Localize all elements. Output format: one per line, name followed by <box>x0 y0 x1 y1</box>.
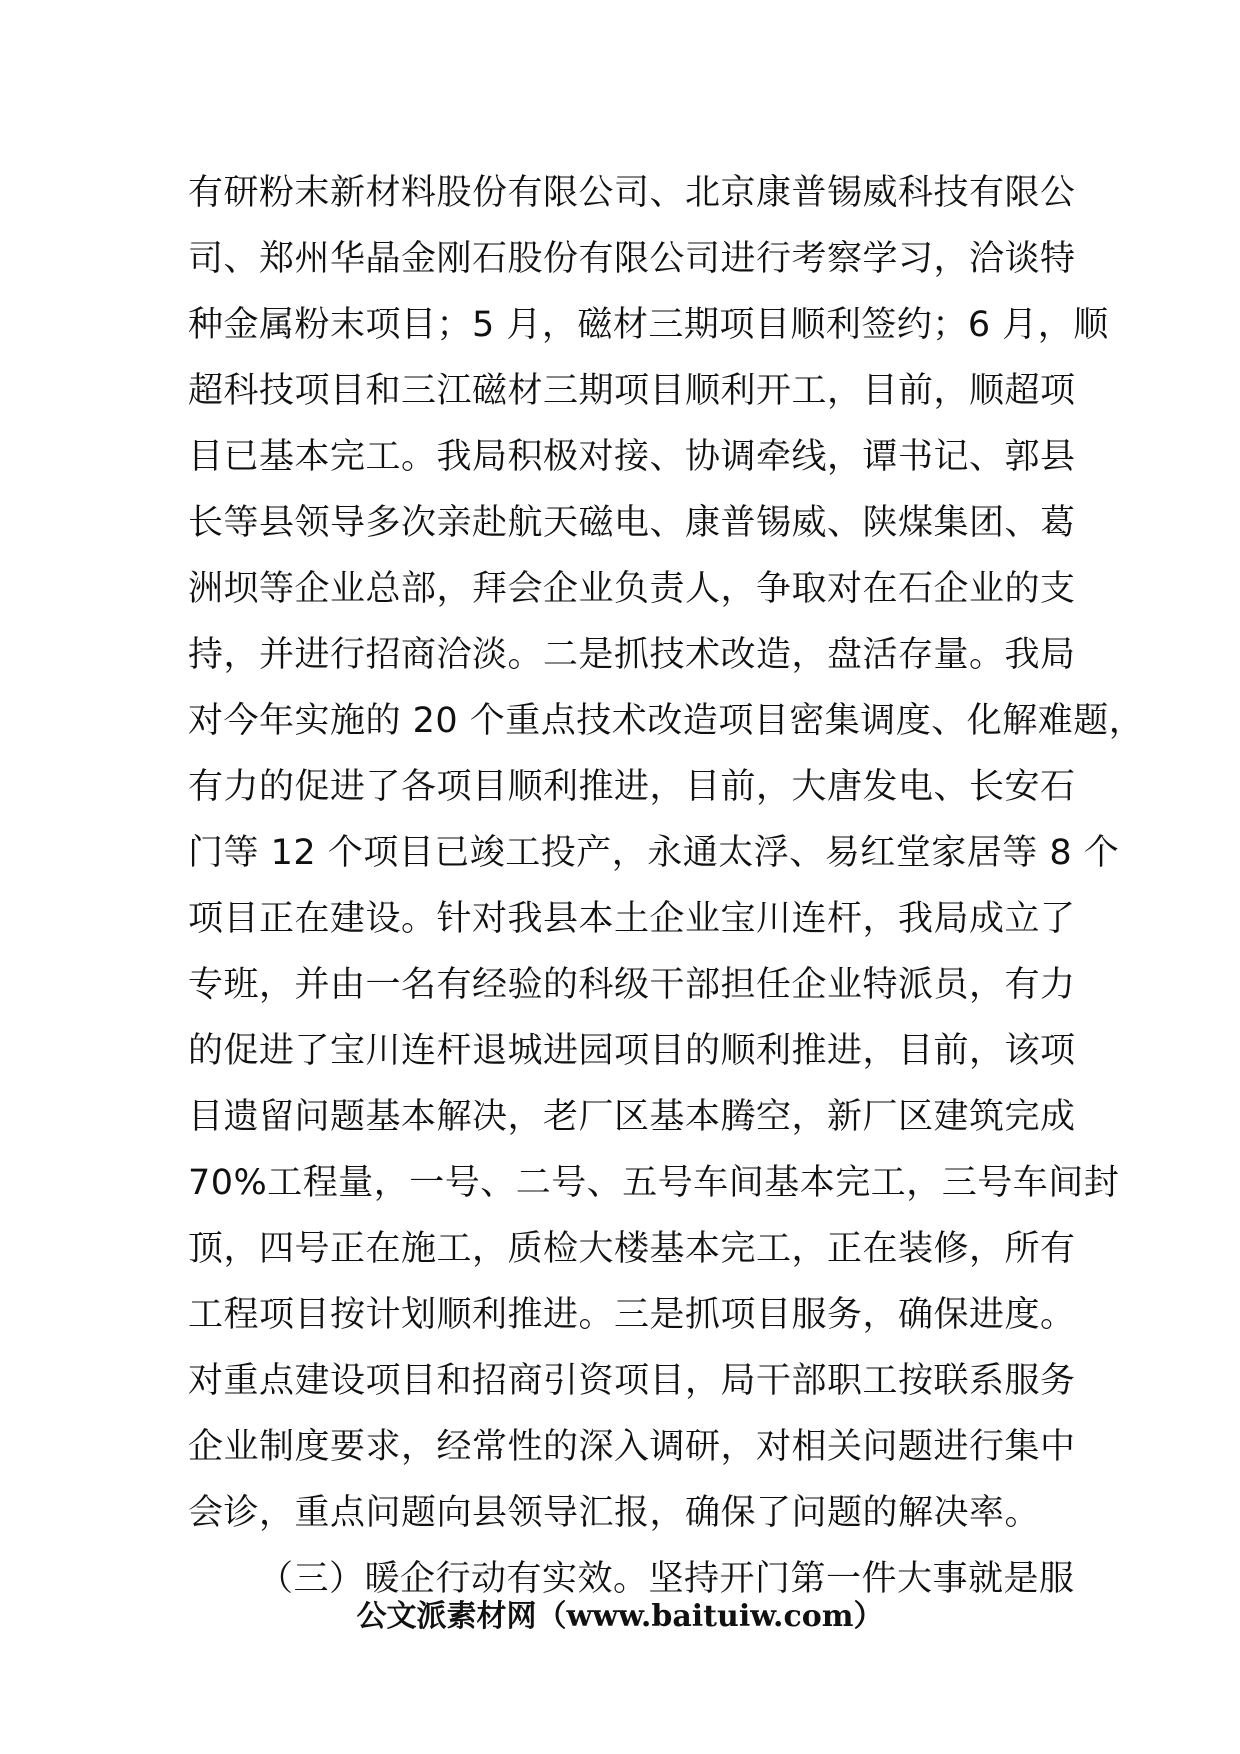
text-line: 有力的促进了各项目顺利推进，目前，大唐发电、长安石 <box>188 767 1076 807</box>
section-heading-line: （三）暖企行动有实效。坚持开门第一件大事就是服 <box>258 1559 1075 1599</box>
body-text <box>188 160 1145 1612</box>
text-line: 洲坝等企业总部，拜会企业负责人，争取对在石企业的支 <box>188 569 1076 609</box>
text-line: 对重点建设项目和招商引资项目，局干部职工按联系服务 <box>188 1361 1076 1401</box>
footer-watermark: 公文派素材网（www.baituiw.com） <box>356 1599 884 1634</box>
text-line: 司、郑州华晶金刚石股份有限公司进行考察学习，洽谈特 <box>188 239 1076 279</box>
text-line: 的促进了宝川连杆退城进园项目的顺利推进，目前，该项 <box>188 1031 1076 1071</box>
text-line: 顶，四号正在施工，质检大楼基本完工，正在装修，所有 <box>188 1229 1076 1269</box>
text-line: 项目正在建设。针对我县本土企业宝川连杆，我局成立了 <box>188 899 1076 939</box>
text-line: 专班，并由一名有经验的科级干部担任企业特派员，有力 <box>188 965 1076 1005</box>
text-line: 门等 12 个项目已竣工投产，永通太浮、易红堂家居等 8 个 <box>188 833 1120 873</box>
text-line: 企业制度要求，经常性的深入调研，对相关问题进行集中 <box>188 1427 1076 1467</box>
text-line: 目遗留问题基本解决，老厂区基本腾空，新厂区建筑完成 <box>188 1097 1076 1137</box>
text-line: 会诊，重点问题向县领导汇报，确保了问题的解决率。 <box>188 1493 1041 1533</box>
text-line: 长等县领导多次亲赴航天磁电、康普锡威、陕煤集团、葛 <box>188 503 1076 543</box>
text-line: 持，并进行招商洽淡。二是抓技术改造，盘活存量。我局 <box>188 635 1076 675</box>
text-line: 对今年实施的 20 个重点技术改造项目密集调度、化解难题， <box>188 701 1145 741</box>
text-line: 超科技项目和三江磁材三期项目顺利开工，目前，顺超项 <box>188 371 1076 411</box>
text-line: 70%工程量，一号、二号、五号车间基本完工，三号车间封 <box>188 1163 1120 1203</box>
text-line: 有研粉末新材料股份有限公司、北京康普锡威科技有限公 <box>188 173 1076 213</box>
text-line: 工程项目按计划顺利推进。三是抓项目服务，确保进度。 <box>188 1295 1076 1335</box>
text-line: 目已基本完工。我局积极对接、协调牵线，谭书记、郭县 <box>188 437 1076 477</box>
text-line: 种金属粉末项目；5 月，磁材三期项目顺利签约；6 月，顺 <box>188 305 1109 345</box>
